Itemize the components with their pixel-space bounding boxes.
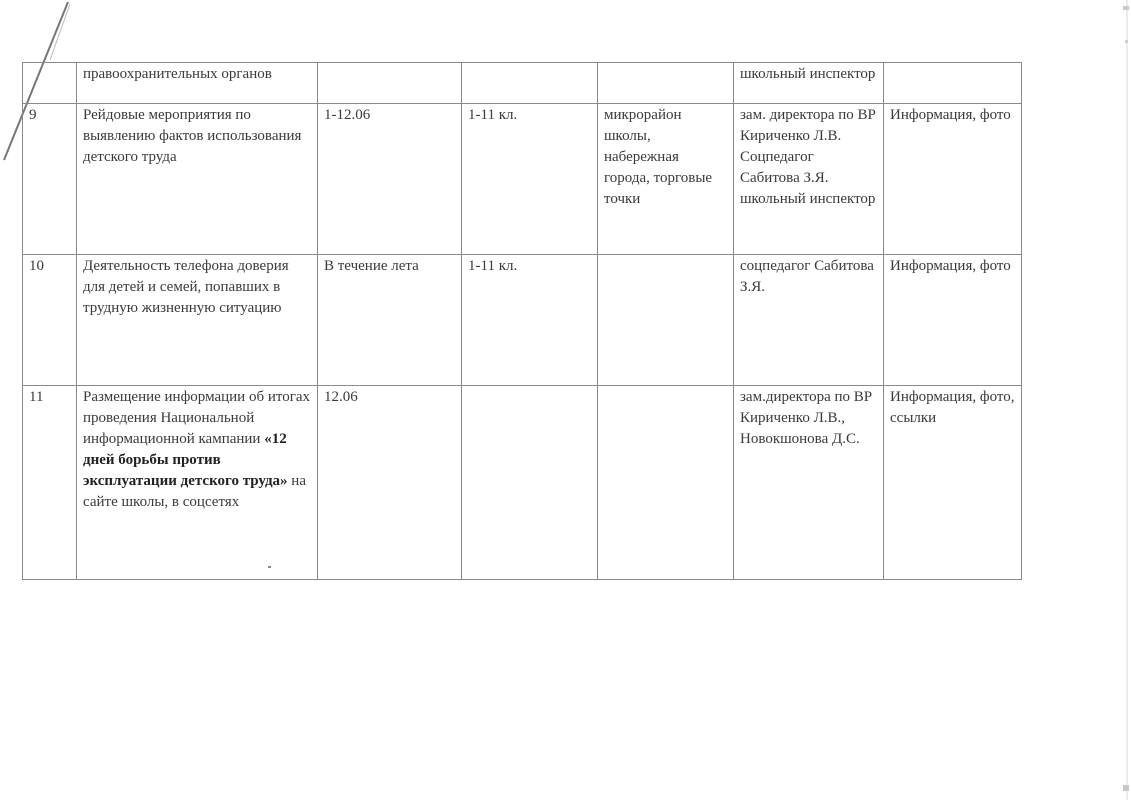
responsible-cell: школьный инспектор — [734, 63, 884, 104]
table-row — [23, 104, 1022, 255]
table-row — [23, 386, 1022, 580]
date-cell — [318, 63, 462, 104]
place-cell — [598, 255, 734, 386]
place-cell — [598, 63, 734, 104]
event-cell: Рейдовые мероприятия по выявлению фактов использования детского труда — [77, 104, 318, 255]
event-cell: правоохранительных органов — [77, 63, 318, 104]
result-cell: Информация, фото, ссылки — [884, 386, 1022, 580]
participants-cell — [462, 386, 598, 580]
table-row — [23, 63, 1022, 104]
row-number: 10 — [23, 255, 77, 386]
campaign-title: «12 дней борьбы против эксплуатации детского труда» — [83, 431, 288, 489]
result-cell: Информация, фото — [884, 255, 1022, 386]
row-number — [23, 63, 77, 104]
participants-cell — [462, 63, 598, 104]
date-cell: 12.06 — [318, 386, 462, 580]
participants-cell: 1-11 кл. — [462, 104, 598, 255]
date-cell: В течение лета — [318, 255, 462, 386]
responsible-cell: зам.директора по ВР Кириченко Л.В., Новокшонова Д.С. — [734, 386, 884, 580]
date-cell: 1-12.06 — [318, 104, 462, 255]
event-text-end: на сайте школы, в соцсетях — [83, 473, 306, 510]
result-cell: Информация, фото — [884, 104, 1022, 255]
table-row — [23, 255, 1022, 386]
row-number: 11 — [23, 386, 77, 580]
responsible-cell: соцпедагог Сабитова З.Я. — [734, 255, 884, 386]
event-cell — [77, 386, 318, 580]
event-text: Размещение информации об итогах проведения Национальной информационной кампании — [83, 389, 311, 447]
place-cell: микрорайон школы, набережная города, торговые точки — [598, 104, 734, 255]
place-cell — [598, 386, 734, 580]
scan-dot — [268, 566, 271, 568]
row-number: 9 — [23, 104, 77, 255]
responsible-cell: зам. директора по ВР Кириченко Л.В. Соцпедагог Сабитова З.Я. школьный инспектор — [734, 104, 884, 255]
events-table — [22, 62, 1022, 580]
scan-right-edge — [1101, 0, 1131, 800]
result-cell — [884, 63, 1022, 104]
event-cell: Деятельность телефона доверия для детей и семей, попавших в трудную жизненную ситуацию — [77, 255, 318, 386]
participants-cell: 1-11 кл. — [462, 255, 598, 386]
